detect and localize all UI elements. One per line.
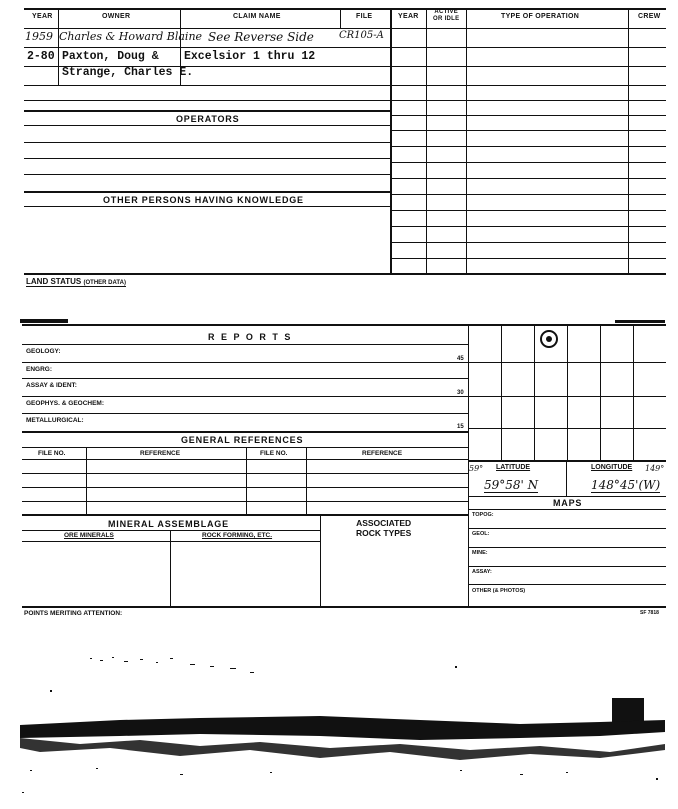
ore-minerals-label: ORE MINERALS: [64, 532, 114, 539]
row-line: [390, 210, 666, 211]
grid-bottom: [468, 460, 666, 462]
grid-col: [501, 324, 502, 460]
operators-heading: OPERATORS: [176, 114, 240, 124]
col-line-associated: [320, 514, 321, 606]
associated-rock-types-heading: [356, 518, 411, 538]
row-line: [390, 162, 666, 163]
associated-line1: ASSOCIATED: [356, 518, 412, 528]
latitude-label: LATITUDE: [496, 464, 531, 471]
row-line: [390, 47, 666, 48]
scan-smudge: [20, 319, 68, 323]
general-references-top-line: [22, 431, 468, 433]
row-line: [24, 174, 390, 175]
lower-bottom-border: [22, 606, 666, 608]
row-line: [468, 584, 666, 585]
row-line: [22, 413, 468, 414]
other-persons-heading: OTHER PERSONS HAVING KNOWLEDGE: [103, 195, 304, 205]
row-line: [468, 528, 666, 529]
row-line: [24, 206, 390, 207]
maps-heading: MAPS: [553, 498, 583, 508]
col-line: [86, 447, 87, 514]
ref-reference-2: REFERENCE: [362, 450, 403, 457]
row-line: [468, 566, 666, 567]
grid-row: [468, 428, 666, 429]
rock-forming-label: ROCK FORMING, ETC.: [202, 532, 273, 539]
ref-file-no-2: FILE NO.: [260, 450, 288, 457]
latitude-value: 59°58' N: [484, 478, 539, 492]
maps-topog: TOPOG:: [472, 512, 494, 518]
entry-claim-typed: Excelsior 1 thru 12: [184, 50, 316, 63]
land-status-text: LAND STATUS: [26, 277, 82, 286]
grid-col: [600, 324, 601, 460]
row-line: [24, 158, 390, 159]
location-marker-dot: [546, 336, 552, 342]
scan-smudge: [615, 320, 665, 323]
row-line: [390, 100, 666, 101]
header-active-or-idle: [433, 9, 459, 23]
land-status-label: [26, 277, 126, 287]
report-engrg: ENGRG:: [26, 366, 52, 373]
maps-mine: MINE:: [472, 550, 488, 556]
points-meriting-attention: POINTS MERITING ATTENTION:: [24, 610, 123, 617]
grid-col: [567, 324, 568, 460]
general-references-heading: GENERAL REFERENCES: [181, 435, 304, 445]
header-file: FILE: [356, 13, 373, 20]
row-line: [22, 487, 468, 488]
reports-top-border: [22, 324, 666, 326]
row-line: [390, 258, 666, 259]
report-geology: GEOLOGY:: [26, 348, 61, 355]
lat-lon-divider: [566, 460, 567, 496]
longitude-prefix: 149°: [645, 464, 665, 473]
ref-file-no-1: FILE NO.: [38, 450, 66, 457]
grid-row: [468, 362, 666, 363]
entry-owner-handwritten: Charles & Howard Blaine: [59, 30, 203, 43]
header-crew: CREW: [638, 13, 661, 20]
row-line: [22, 378, 468, 379]
entry-owner-typed-2: Strange, Charles E.: [62, 66, 194, 79]
maps-geol: GEOL:: [472, 531, 490, 537]
row-line: [468, 509, 666, 510]
row-line: [390, 130, 666, 131]
row-line: [390, 66, 666, 67]
row-line: [22, 459, 468, 460]
report-num-45: 45: [457, 356, 464, 362]
col-line: [246, 447, 247, 514]
entry-owner-typed: Paxton, Doug &: [62, 50, 159, 63]
row-line: [22, 530, 320, 531]
row-line: [22, 541, 320, 542]
location-marker-icon: [540, 330, 558, 348]
row-line: [24, 47, 390, 48]
report-metallurgical: METALLURGICAL:: [26, 417, 84, 424]
maps-other-photos: OTHER (& PHOTOS): [472, 588, 526, 594]
latitude-prefix: 59°: [469, 464, 484, 473]
table-top-border: [24, 8, 666, 10]
reports-heading: R E P O R T S: [208, 332, 293, 342]
row-line: [24, 142, 390, 143]
row-line: [24, 125, 390, 126]
row-line: [22, 396, 468, 397]
row-line: [24, 85, 390, 86]
header-bottom-line: [24, 28, 666, 29]
row-line: [390, 194, 666, 195]
entry-file-handwritten: CR105-A: [339, 30, 384, 41]
row-line: [468, 547, 666, 548]
longitude-value: 148°45'(W): [591, 478, 661, 492]
entry-claim-handwritten: See Reverse Side: [208, 30, 314, 44]
entry-year-typed: 2-80: [27, 50, 55, 63]
row-line: [22, 501, 468, 502]
header-active-line2: OR IDLE: [433, 16, 460, 22]
report-num-30: 30: [457, 390, 464, 396]
row-line: [390, 226, 666, 227]
report-num-15: 15: [457, 424, 464, 430]
associated-line2: ROCK TYPES: [356, 528, 412, 538]
grid-col: [534, 324, 535, 460]
header-owner: OWNER: [102, 13, 131, 20]
report-geophys-geochem: GEOPHYS. & GEOCHEM:: [26, 400, 105, 407]
ref-reference-1: REFERENCE: [140, 450, 181, 457]
header-year-2: YEAR: [398, 13, 419, 20]
mineral-top-line: [22, 514, 468, 516]
table-bottom-border: [24, 273, 666, 275]
entry-year-handwritten: 1959: [25, 30, 53, 43]
longitude-label: LONGITUDE: [591, 464, 633, 471]
operators-top-line: [24, 110, 390, 112]
row-line: [22, 362, 468, 363]
row-line: [468, 496, 666, 497]
header-type-of-operation: TYPE OF OPERATION: [501, 13, 580, 20]
land-status-sub: (OTHER DATA): [83, 280, 126, 286]
row-line: [22, 473, 468, 474]
row-line: [24, 100, 390, 101]
report-assay-ident: ASSAY & IDENT:: [26, 382, 77, 389]
row-line: [390, 115, 666, 116]
row-line: [390, 178, 666, 179]
grid-col: [633, 324, 634, 460]
mineral-assemblage-heading: MINERAL ASSEMBLAGE: [108, 519, 229, 529]
col-line-claim: [340, 8, 341, 28]
header-claim-name: CLAIM NAME: [233, 13, 281, 20]
row-line: [390, 85, 666, 86]
header-year: YEAR: [32, 13, 53, 20]
row-line: [22, 447, 468, 448]
row-line: [22, 344, 468, 345]
row-line: [390, 242, 666, 243]
form-number: SF 7818: [640, 610, 659, 616]
header-active-line1: ACTIVE: [434, 9, 459, 15]
col-line: [306, 447, 307, 514]
row-line: [390, 146, 666, 147]
grid-row: [468, 396, 666, 397]
maps-assay: ASSAY:: [472, 569, 492, 575]
other-persons-top-line: [24, 191, 390, 193]
scan-artifacts: [0, 640, 678, 809]
